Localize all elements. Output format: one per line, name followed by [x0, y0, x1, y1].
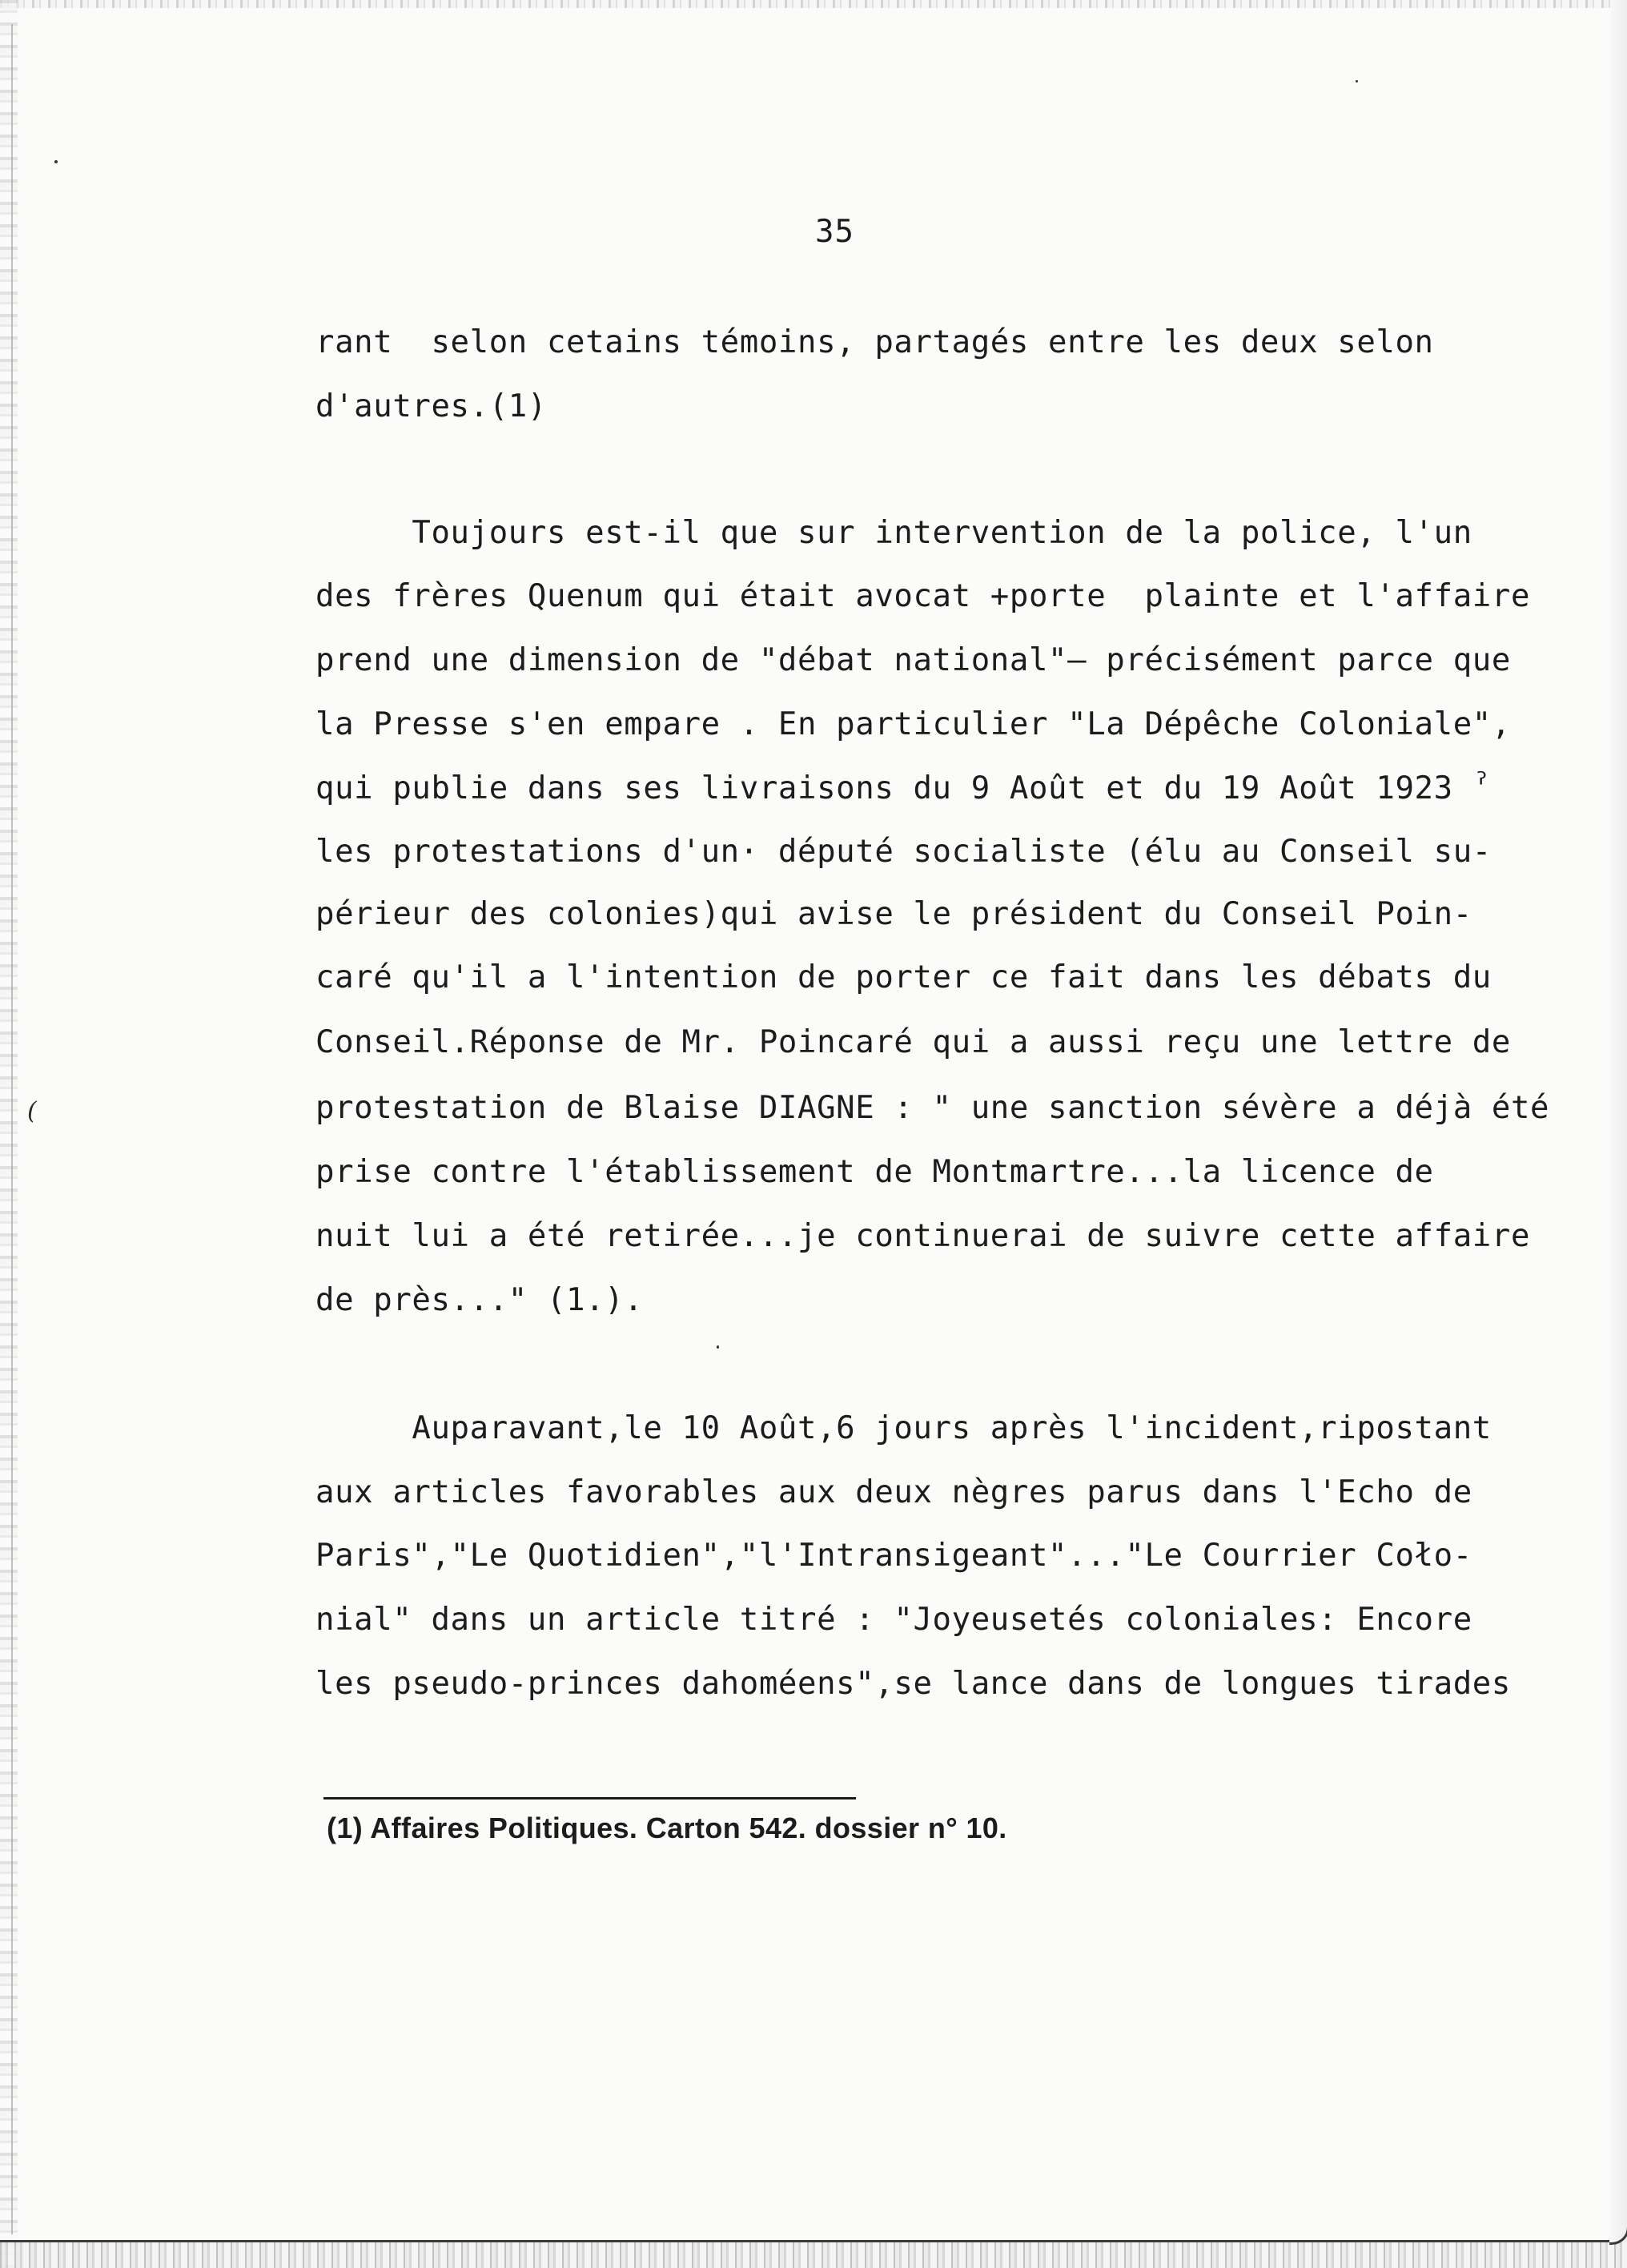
body-text-line: rant selon cetains témoins, partagés entre les deux selon: [315, 324, 1434, 360]
scan-edge-bottom: [0, 2242, 1627, 2268]
body-text-line: caré qu'il a l'intention de porter ce fait dans les débats du: [315, 959, 1492, 995]
body-text-line: de près..." (1.).: [315, 1282, 644, 1318]
body-text-line: prend une dimension de "débat national"— précisément parce que: [315, 642, 1511, 678]
body-text-line: qui publie dans ses livraisons du 9 Août et du 19 Août 1923 ˀ: [315, 770, 1492, 806]
scan-edge-right: [1611, 0, 1627, 2268]
body-text-line: les pseudo-princes dahoméens",se lance dans de longues tirades: [315, 1666, 1511, 1702]
body-text-line: Paris","Le Quotidien","l'Intransigeant"..."Le Courrier Coło-: [315, 1538, 1472, 1574]
footnote: (1) Affaires Politiques. Carton 542. dossier n° 10.: [327, 1812, 1007, 1844]
page-number: 35: [815, 214, 854, 250]
footnote-rule: [323, 1797, 856, 1800]
body-text-line: Toujours est-il que sur intervention de la police, l'un: [315, 515, 1472, 551]
body-text-line: nuit lui a été retirée...je continuerai de suivre cette affaire: [315, 1218, 1531, 1254]
scan-speck: [1356, 80, 1358, 82]
scan-edge-left-line: [11, 24, 13, 2234]
body-text-line: des frères Quenum qui était avocat +porte plainte et l'affaire: [315, 578, 1531, 614]
body-text-line: périeur des colonies)qui avise le président du Conseil Poin-: [315, 896, 1472, 932]
body-text-line: Auparavant,le 10 Août,6 jours après l'incident,ripostant: [315, 1410, 1492, 1446]
body-text-line: aux articles favorables aux deux nègres parus dans l'Echo de: [315, 1474, 1472, 1510]
body-text-line: Conseil.Réponse de Mr. Poincaré qui a aussi reçu une lettre de: [315, 1024, 1511, 1060]
scan-speck: [717, 1345, 719, 1349]
body-text-line: les protestations d'un· député socialiste (élu au Conseil su-: [315, 834, 1492, 870]
margin-mark: (: [27, 1097, 37, 1125]
body-text-line: la Presse s'en empare . En particulier "La Dépêche Coloniale",: [315, 706, 1511, 742]
body-text-line: protestation de Blaise DIAGNE : " une sanction sévère a déjà été: [315, 1090, 1550, 1126]
body-text-line: nial" dans un article titré : "Joyeusetés coloniales: Encore: [315, 1602, 1472, 1638]
scan-edge-left: [0, 0, 18, 2268]
body-text-line: d'autres.(1): [315, 388, 547, 424]
scan-speck: [54, 160, 58, 163]
scan-edge-top: [0, 0, 1627, 8]
body-text-line: prise contre l'établissement de Montmartre...la licence de: [315, 1154, 1434, 1190]
